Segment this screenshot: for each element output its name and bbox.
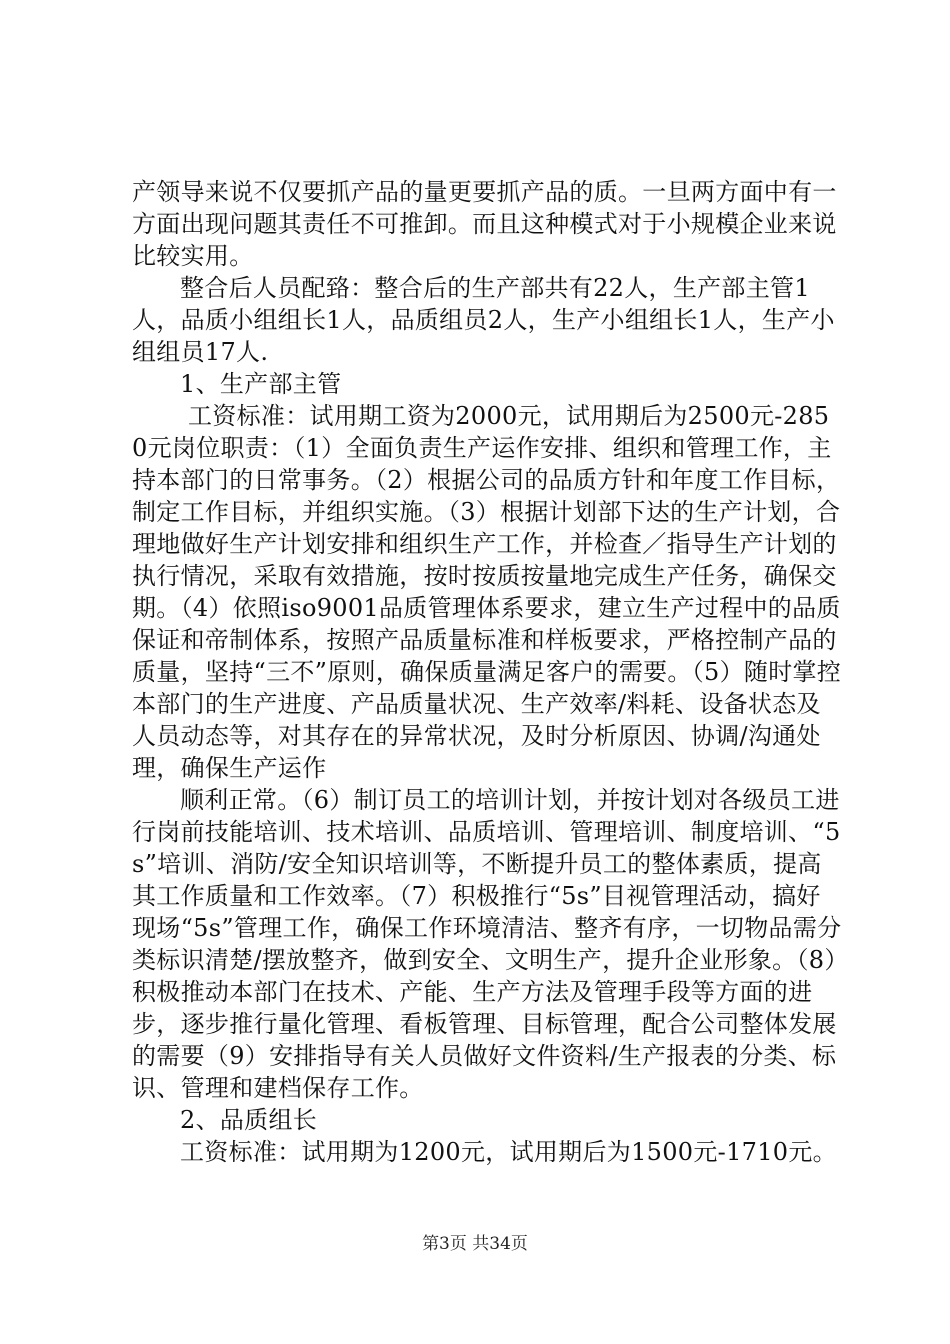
paragraph-manager-duties: 工资标准：试用期工资为2000元，试用期后为2500元-2850元岗位职责：（1）全面负责生产运作安排、组织和管理工作，主持本部门的日常事务。（2）根据公司的品质方针和年度工作目标，制定工作目标，并组织实施。（3）根据计划部下达的生产计划，合理地做好生产计划安排和组织生产工作，并检查／指导生产计划的执行情况，采取有效措施，按时按质按量地完成生产任务，确保交期。（4）依照iso9001品质管理体系要求，建立生产过程中的品质保证和帝制体系，按照产品质量标准和样板要求，严格控制产品的质量，坚持“三不”原则，确保质量满足客户的需要。（5）随时掌控本部门的生产进度、产品质量状况、生产效率/料耗、设备状态及人员动态等，对其存在的异常状况，及时分析原因、协调/沟通处理，确保生产运作 <box>132 402 842 782</box>
heading-quality-leader: 2、品质组长 <box>180 1106 318 1134</box>
paragraph-staffing: 整合后人员配臵：整合后的生产部共有22人，生产部主管1人，品质小组组长1人，品质组员2人，生产小组组长1人，生产小组组员17人. <box>132 274 835 366</box>
page-footer: 第3页 共34页 <box>422 1234 528 1254</box>
paragraph-continuation: 产领导来说不仅要抓产品的量更要抓产品的质。一旦两方面中有一方面出现问题其责任不可推卸。而且这种模式对于小规模企业来说比较实用。 <box>132 178 837 270</box>
document-body <box>132 176 842 1168</box>
paragraph-manager-duties-continued: 顺利正常。（6）制订员工的培训计划，并按计划对各级员工进行岗前技能培训、技术培训、品质培训、管理培训、制度培训、“5s”培训、消防/安全知识培训等，不断提升员工的整体素质，提高其工作质量和工作效率。（7）积极推行“5s”目视管理活动，搞好现场“5s”管理工作，确保工作环境清洁、整齐有序，一切物品需分类标识清楚/摆放整齐，做到安全、文明生产，提升企业形象。（8）积极推动本部门在技术、产能、生产方法及管理手段等方面的进步，逐步推行量化管理、看板管理、目标管理，配合公司整体发展的需要（9）安排指导有关人员做好文件资料/生产报表的分类、标识、管理和建档保存工作。 <box>132 786 842 1102</box>
heading-production-manager: 1、生产部主管 <box>180 370 342 398</box>
paragraph-quality-leader-salary: 工资标准：试用期为1200元，试用期后为1500元-1710元。 <box>180 1138 837 1166</box>
